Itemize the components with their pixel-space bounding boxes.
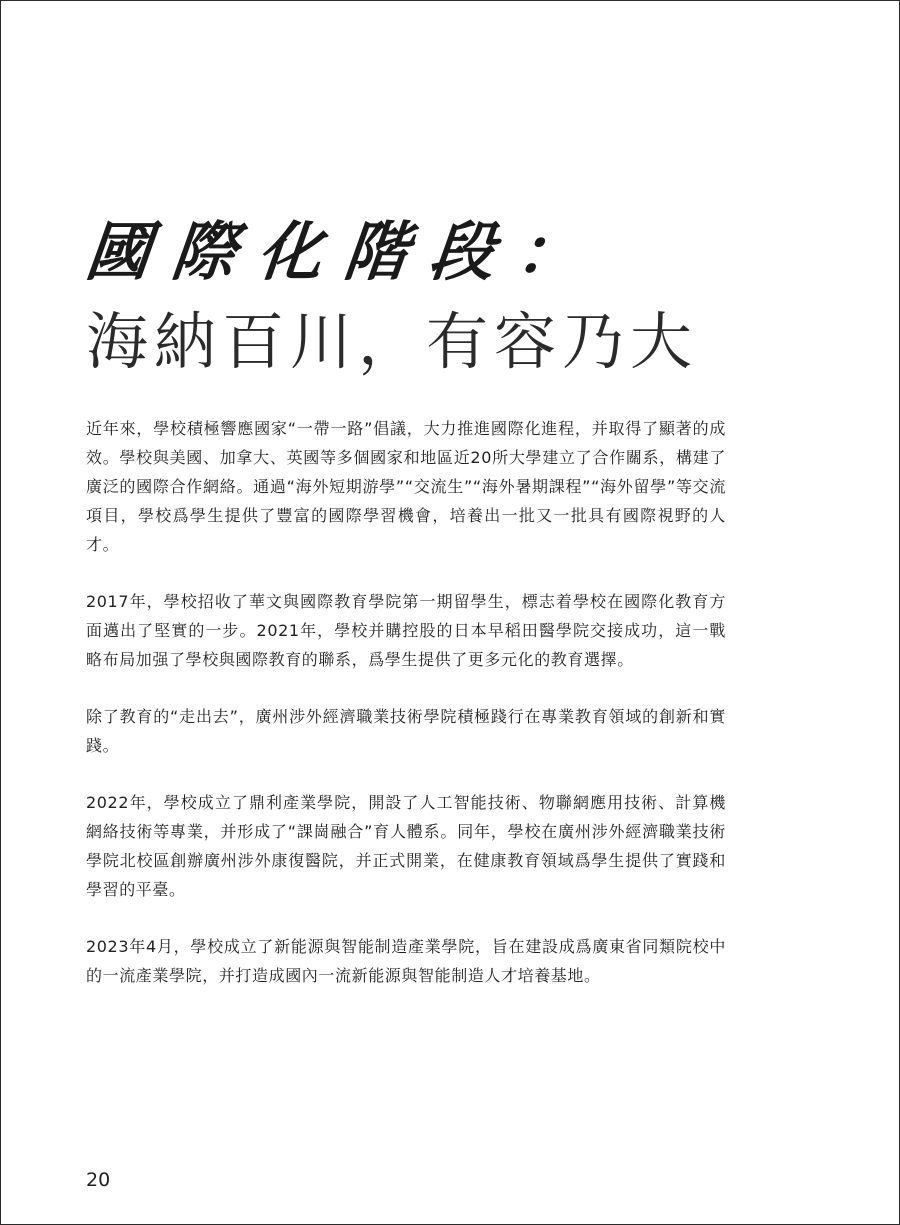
title-calligraphy-line: 國際化階段： — [82, 215, 606, 290]
paragraph-5: 2023年4月，學校成立了新能源與智能制造產業學院，旨在建設成爲廣東省同類院校中的一流產業學院，并打造成國內一流新能源與智能制造人才培養基地。 — [86, 937, 726, 985]
page-number: 20 — [86, 1169, 111, 1191]
title-block — [82, 212, 846, 382]
paragraph-4: 2022年，學校成立了鼎利產業學院，開設了人工智能技術、物聯網應用技術、計算機網絡技術等專業，并形成了“課崗融合”育人體系。同年，學校在廣州涉外經濟職業技術學院北校區創辦廣州涉外康復醫院，并正式開業，在健康教育領域爲學生提供了實踐和學習的平臺。 — [86, 793, 726, 899]
paragraph-1: 近年來，學校積極響應國家“一帶一路”倡議，大力推進國際化進程，并取得了顯著的成效。學校與美國、加拿大、英國等多個國家和地區近20所大學建立了合作關系，構建了廣泛的國際合作網絡。通過“海外短期游學”“交流生”“海外暑期課程”“海外留學”等交流項目，學校爲學生提供了豐富的國際學習機會，培養出一批又一批具有國際視野的人才。 — [86, 419, 726, 554]
paragraph-2: 2017年，學校招收了華文與國際教育學院第一期留學生，標志着學校在國際化教育方面邁出了堅實的一步。2021年，學校并購控股的日本早稻田醫學院交接成功，這一戰略布局加强了學校與國際教育的聯系，爲學生提供了更多元化的教育選擇。 — [86, 592, 726, 669]
body-text — [86, 414, 726, 1018]
paragraph-3: 除了教育的“走出去”，廣州涉外經濟職業技術學院積極踐行在專業教育領域的創新和實踐。 — [86, 707, 726, 755]
title-subtitle-line: 海納百川，有容乃大 — [86, 305, 699, 378]
